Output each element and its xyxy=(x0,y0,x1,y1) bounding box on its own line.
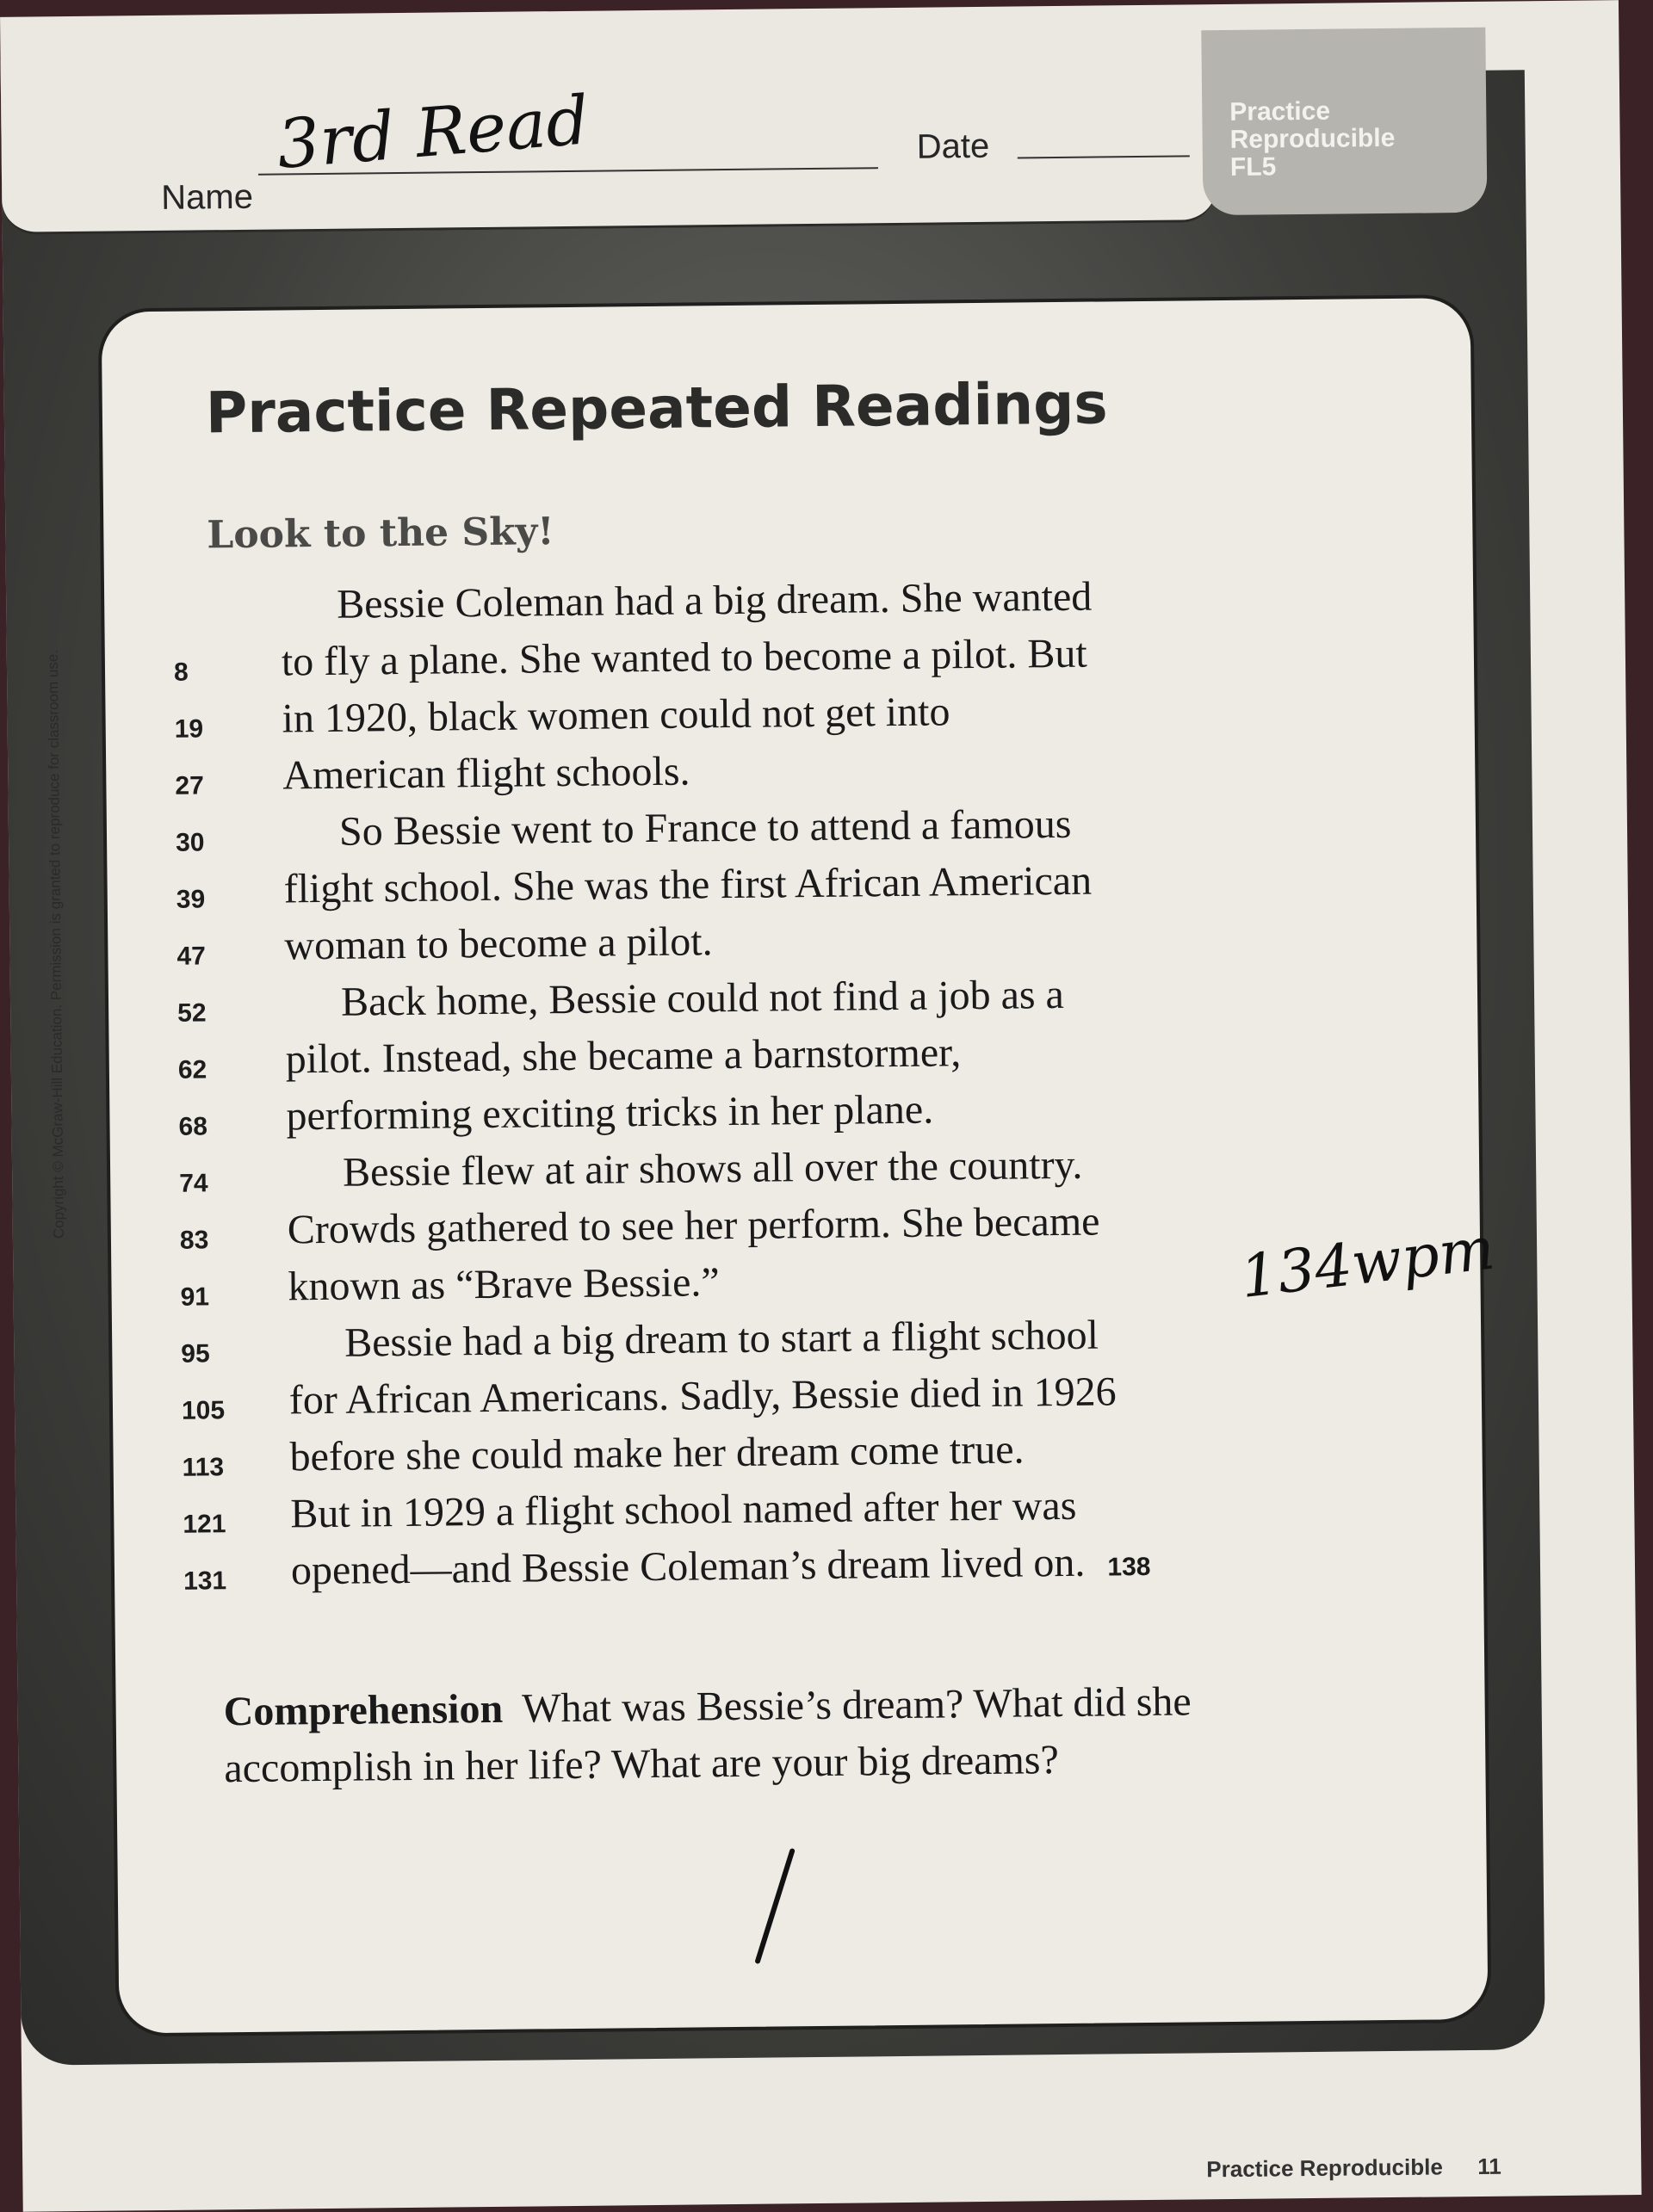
passage-line-text: known as “Brave Bessie.” xyxy=(288,1259,720,1310)
passage-text xyxy=(288,1198,1100,1254)
word-count-number xyxy=(173,601,233,602)
comprehension-text: What was Bessie’s dream? What did she accomplish in her life? What are your big dreams? xyxy=(224,1678,1192,1792)
passage-text xyxy=(289,1425,1024,1480)
word-count-number: 27 xyxy=(175,771,204,800)
word-count-number: 68 xyxy=(178,1112,208,1141)
word-count-number: 105 xyxy=(181,1396,226,1425)
passage-text xyxy=(284,918,713,969)
handwritten-slash-mark xyxy=(754,1848,796,1964)
passage-text xyxy=(289,1368,1117,1424)
word-count-number: 52 xyxy=(177,998,207,1028)
passage-line-text: woman to become a pilot. xyxy=(284,918,713,969)
word-count-number: 39 xyxy=(176,885,206,914)
passage-line-text: So Bessie went to France to attend a famous xyxy=(338,800,1072,855)
passage-line xyxy=(183,1536,1303,1605)
side-copyright: Copyright © McGraw-Hill Education. Permission is granted to reproduce for classroom use. xyxy=(44,649,67,1239)
comprehension-label: Comprehension xyxy=(223,1685,504,1735)
word-count-number: 19 xyxy=(174,714,204,744)
word-count-number: 8 xyxy=(173,658,189,687)
word-count-number: 91 xyxy=(180,1282,210,1312)
passage-text xyxy=(286,1086,933,1140)
word-count-number: 47 xyxy=(176,942,207,971)
handwritten-score: 134wpm xyxy=(1236,1214,1498,1313)
passage-line-text: opened—and Bessie Coleman’s dream lived on. xyxy=(290,1539,1086,1594)
passage-text xyxy=(282,688,950,742)
passage-line-text: Bessie had a big dream to start a flight school xyxy=(344,1312,1099,1366)
passage-line-text: Back home, Bessie could not find a job as a xyxy=(340,971,1065,1025)
passage-text xyxy=(341,971,1064,1026)
passage-text xyxy=(291,1538,1151,1594)
passage-line-text: performing exciting tricks in her plane. xyxy=(286,1086,934,1140)
word-count-number: 121 xyxy=(183,1510,226,1539)
badge-line: FL5 xyxy=(1229,152,1277,182)
practice-badge xyxy=(1201,28,1487,215)
word-count-number: 74 xyxy=(179,1169,208,1198)
passage-text xyxy=(282,748,690,800)
passage-text xyxy=(339,800,1072,856)
passage-text xyxy=(282,630,1087,686)
passage-text xyxy=(283,857,1092,913)
passage-text xyxy=(344,1312,1099,1367)
passage-text xyxy=(288,1258,720,1310)
passage-text xyxy=(285,1029,961,1083)
footer-label: Practice Reproducible xyxy=(1206,2153,1444,2183)
passage-line-text: Bessie flew at air shows all over the country. xyxy=(342,1141,1083,1196)
reading-panel xyxy=(98,294,1492,2037)
story-title: Look to the Sky! xyxy=(207,510,554,558)
page-number: 11 xyxy=(1477,2153,1501,2180)
passage-line-text: But in 1929 a flight school named after her was xyxy=(290,1482,1077,1537)
handwritten-name: 3rd Read xyxy=(274,82,592,184)
word-count-number: 113 xyxy=(182,1453,225,1482)
passage-line-text: in 1920, black women could not get into xyxy=(282,689,950,742)
passage-line-text: to fly a plane. She wanted to become a pilot. But xyxy=(281,630,1087,685)
passage-line-text: Crowds gathered to see her perform. She became xyxy=(287,1198,1100,1253)
badge-line: Practice xyxy=(1229,96,1331,127)
word-count-number: 62 xyxy=(177,1055,207,1084)
page-title: Practice Repeated Readings xyxy=(205,370,1109,447)
passage-line-text: flight school. She was the first African American xyxy=(283,857,1093,912)
passage-text xyxy=(337,573,1093,628)
word-count-number: 83 xyxy=(179,1226,209,1255)
comprehension-question xyxy=(223,1672,1343,1798)
passage-line-text: for African Americans. Sadly, Bessie died in 1926 xyxy=(288,1369,1117,1424)
badge-line: Reproducible xyxy=(1229,123,1396,154)
passage-line-text: before she could make her dream come true. xyxy=(289,1426,1025,1480)
reading-passage xyxy=(173,571,1303,1605)
word-count-number: 131 xyxy=(183,1566,227,1596)
word-count-number: 30 xyxy=(175,828,205,857)
date-label: Date xyxy=(916,127,990,166)
passage-text xyxy=(343,1141,1083,1196)
passage-line-text: American flight schools. xyxy=(282,748,690,799)
total-word-count: 138 xyxy=(1107,1552,1151,1582)
word-count-number: 95 xyxy=(181,1339,210,1369)
passage-line-text: Bessie Coleman had a big dream. She wanted xyxy=(336,573,1093,627)
passage-line-text: pilot. Instead, she became a barnstormer, xyxy=(285,1029,962,1083)
passage-text xyxy=(290,1482,1077,1538)
name-label: Name xyxy=(161,177,254,217)
